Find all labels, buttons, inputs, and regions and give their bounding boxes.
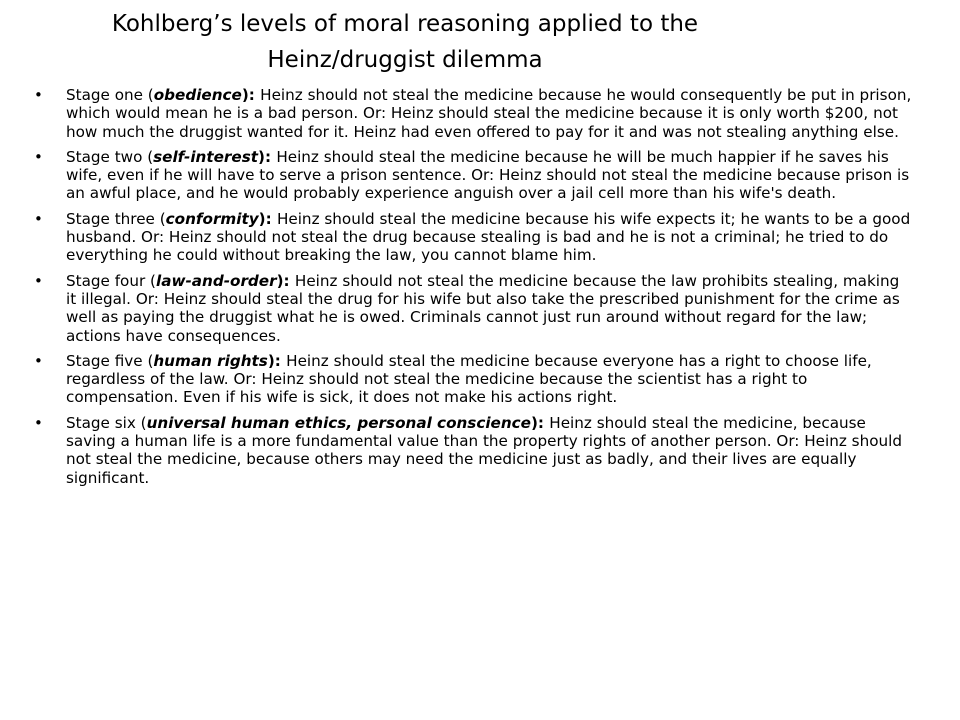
bullet-icon: •: [34, 209, 43, 228]
bullet-colon: ):: [267, 351, 287, 370]
bullet-icon: •: [34, 271, 43, 290]
bullet-prefix: Stage five (: [66, 351, 154, 370]
bullet-text: Heinz should steal the medicine because his wife expects it; he wants to be a good husband. Or: Heinz should not steal the drug because stealing is bad and he is not a criminal; he tried to do everything he could without breaking the law, you cannot blame him.: [66, 209, 911, 265]
bullet-icon: •: [34, 86, 43, 104]
bullet-key: self-interest: [153, 147, 258, 166]
bullet-key: obedience: [153, 86, 242, 104]
bullet-prefix: Stage four (: [66, 271, 156, 290]
bullet-list: [34, 86, 914, 494]
bullet-icon: •: [34, 351, 43, 370]
bullet-colon: ):: [241, 86, 261, 104]
bullet-prefix: Stage three (: [66, 209, 166, 228]
bullet-stage-three: [34, 210, 914, 265]
bullet-colon: ):: [258, 209, 277, 228]
bullet-stage-five: [34, 352, 914, 407]
slide-title: Kohlberg’s levels of moral reasoning applied to the Heinz/druggist dilemma: [111, 11, 699, 73]
bullet-prefix: Stage one (: [66, 86, 154, 104]
bullet-key: conformity: [165, 209, 259, 228]
bullet-colon: ):: [530, 413, 550, 432]
bullet-text: Heinz should not steal the medicine because the law prohibits stealing, making it illegal. Or: Heinz should steal the drug for his wife but also take the prescribed punishment for the crime as well as paying the druggist what he is owed. Criminals cannot just run around without regard for the law; actions have consequences.: [66, 271, 900, 345]
bullet-stage-one: [34, 86, 914, 141]
bullet-key: human rights: [153, 351, 268, 370]
bullet-colon: ):: [258, 147, 277, 166]
bullet-stage-four: [34, 272, 914, 345]
bullet-key: universal human ethics, personal conscience: [146, 413, 531, 432]
bullet-text: Heinz should steal the medicine because he will be much happier if he saves his wife, even if he will have to serve a prison sentence. Or: Heinz should not steal the medicine because prison is an awful place, and he would probably experience anguish over a jail cell more than his wife's death.: [66, 147, 910, 203]
bullet-icon: •: [34, 413, 43, 432]
bullet-icon: •: [34, 147, 43, 166]
bullet-prefix: Stage six (: [66, 413, 147, 432]
bullet-colon: ):: [276, 271, 295, 290]
bullet-prefix: Stage two (: [66, 147, 154, 166]
bullet-key: law-and-order: [155, 271, 277, 290]
bullet-stage-six: [34, 414, 914, 487]
bullet-text: Heinz should steal the medicine, because saving a human life is a more fundamental value than the property rights of another person. Or: Heinz should not steal the medicine, because others may need the medicine just as badly, and their lives are equally significant.: [66, 413, 902, 487]
bullet-stage-two: [34, 148, 914, 203]
bullet-text: Heinz should steal the medicine because everyone has a right to choose life, regardless of the law. Or: Heinz should not steal the medicine because the scientist has a right to compensation. Even if his wife is sick, it does not make his actions right.: [66, 351, 872, 407]
bullet-text: Heinz should not steal the medicine because he would consequently be put in prison, which would mean he is a bad person. Or: Heinz should steal the medicine because it is only worth $200, not how much the druggist wanted for it. Heinz had even offered to pay for it and was not stealing anything else.: [66, 86, 912, 141]
